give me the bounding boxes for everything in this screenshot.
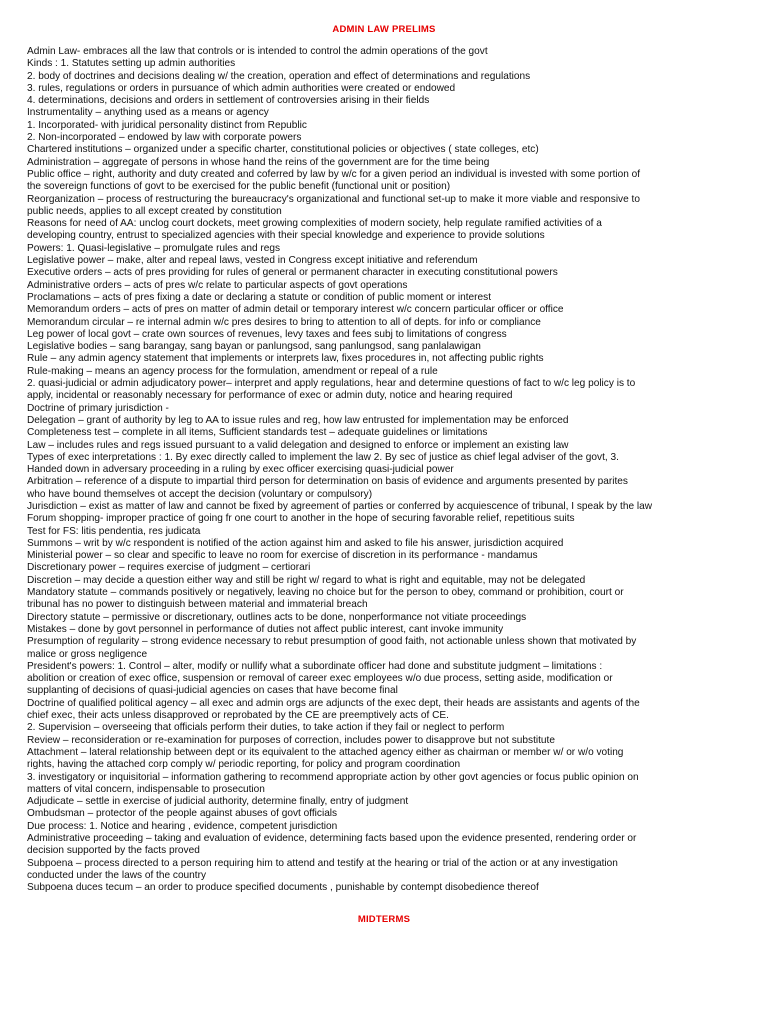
text-line: Administrative proceeding – taking and evaluation of evidence, determining facts based upon the evidence presented, rendering order or [27,833,637,844]
text-line: Completeness test – complete in all items, Sufficient standards test – adequate guidelines or limitations [27,427,488,439]
text-line: Review – reconsideration or re-examination for purposes of correction, includes power to disapprove but not substitute [27,734,555,746]
text-line: Attachment – lateral relationship between dept or its equivalent to the attached agency either as chairman or member w/ or w/o voting [27,746,624,758]
text-line: Delegation – grant of authority by leg to AA to issue rules and reg, how law entrusted for implementation may be enforced [27,414,569,426]
text-line: Powers: 1. Quasi-legislative – promulgate rules and regs [27,242,281,254]
text-line: 2. Non-incorporated – endowed by law with corporate powers [27,132,302,144]
text-line: apply, incidental or reasonably necessary for performance of exec or admin duty, notice and hearing required [27,390,513,402]
text-line: Subpoena – process directed to a person requiring him to attend and testify at the hearing or trial of the action or at any investigation [27,857,618,869]
text-line: Administrative orders – acts of pres w/c relate to particular aspects of govt operations [27,279,408,291]
text-line: Handed down in adversary proceeding in a ruling by exec officer exercising quasi-judicial power [27,464,454,476]
text-line: Reasons for need of AA: unclog court dockets, meet growing complexities of modern society, help regulate ramified activities of a [27,218,602,230]
text-line: Arbitration – reference of a dispute to impartial third person for determination on basis of evidence and arguments presented by parites [27,476,628,488]
text-line: public needs, applies to all except created by constitution [27,205,282,217]
text-line: Proclamations – acts of pres fixing a date or declaring a statute or condition of public moment or interest [27,291,491,303]
text-line: Due process: 1. Notice and hearing , evidence, competent jurisdiction [27,820,338,832]
text-line: Instrumentality – anything used as a means or agency [27,107,269,119]
text-line: Memorandum circular – re internal admin w/c pres desires to bring to attention to all of depts. for info or compliance [27,316,541,328]
document-body [27,46,743,894]
text-line: Directory statute – permissive or discretionary, outlines acts to be done, nonperformance not vitiate proceedings [27,611,527,623]
text-line: Leg power of local govt – crate own sources of revenues, levy taxes and fees subj to limitations of congress [27,328,507,340]
text-line: Legislative bodies – sang barangay, sang bayan or panlungsod, sang panlungsod, sang panlalawigan [27,341,481,353]
text-line: 2. quasi-judicial or admin adjudicatory power– interpret and apply regulations, hear and determine questions of fact to w/c leg policy is to [27,378,636,390]
text-line: Subpoena duces tecum – an order to produce specified documents , punishable by contempt disobedience thereof [27,882,539,894]
text-line: Discretion – may decide a question either way and still be right w/ regard to what is right and equitable, may not be delegated [27,574,586,586]
text-line: malice or gross negligence [27,648,148,660]
text-line: tribunal has no power to distinguish between material and immaterial breach [27,599,368,611]
text-line: Doctrine of qualified political agency – all exec and admin orgs are adjuncts of the exec dept, their heads are assistants and agents of the [27,697,640,709]
text-line: Mandatory statute – commands positively or negatively, leaving no choice but for the person to obey, command or prohibition, court or [27,587,624,599]
text-line: chief exec, their acts unless disapproved or reprobated by the CE are preemptively acts of CE. [27,710,449,722]
text-line: who have bound themselves ot accept the decision (voluntary or compulsory) [27,488,373,500]
text-line: Admin Law- embraces all the law that controls or is intended to control the admin operations of the govt [27,46,488,57]
text-line: 4. determinations, decisions and orders in settlement of controversies arising in their fields [27,95,430,107]
text-line: Test for FS: litis pendentia, res judicata [27,525,201,537]
text-line: Public office – right, authority and duty created and coferred by law by w/c for a given period an individual is invested with some portion of [27,168,641,180]
text-line: rights, having the attached corp comply w/ periodic reporting, for policy and program coordination [27,759,461,771]
text-line: Ombudsman – protector of the people against abuses of govt officials [27,808,338,820]
text-line: President's powers: 1. Control – alter, modify or nullify what a subordinate officer had done and substitute judgment – limitations : [27,660,603,672]
text-line: Ministerial power – so clear and specific to leave no room for exercise of discretion in its performance - mandamus [27,550,538,562]
text-line: supplanting of decisions of quasi-judicial agencies on cases that have become final [27,685,398,697]
text-line: 3. investigatory or inquisitorial – information gathering to recommend appropriate action by other govt agencies or focus public opinion on [27,771,639,783]
text-line: Rule – any admin agency statement that implements or interprets law, fixes procedures in, not affecting public rights [27,353,544,365]
text-line: the sovereign functions of govt to be exercised for the public benefit (functional unit or position) [27,181,451,193]
document-title: ADMIN LAW PRELIMS [332,24,436,35]
text-line: Executive orders – acts of pres providing for rules of general or permanent character in executing constitutional powers [27,267,558,279]
text-line: abolition or creation of exec office, suspension or removal of career exec employees w/o due process, setting aside, modification or [27,673,613,685]
text-line: Legislative power – make, alter and repeal laws, vested in Congress except initiative and referendum [27,255,478,267]
text-line: Types of exec interpretations : 1. By exec directly called to implement the law 2. By sec of justice as chief legal adviser of the govt, 3. [27,451,619,463]
text-line: matters of vital concern, indispensable to prosecution [27,783,265,795]
text-line: developing country, entrust to specialized agencies with their special knowledge and experience to provide solutions [27,230,545,242]
text-line: Forum shopping- improper practice of going fr one court to another in the hope of securing favorable relief, repetitious suits [27,513,575,525]
text-line: Chartered institutions – organized under a specific charter, constitutional policies or objectives ( state colleges, etc) [27,144,539,156]
text-line: conducted under the laws of the country [27,869,206,881]
section-heading-midterms: MIDTERMS [357,914,411,925]
text-line: decision supported by the facts proved [27,845,200,857]
text-line: 2. body of doctrines and decisions dealing w/ the creation, operation and effect of determinations and regulations [27,70,531,82]
text-line: Kinds : 1. Statutes setting up admin authorities [27,58,236,70]
text-line: Rule-making – means an agency process for the formulation, amendment or repeal of a rule [27,365,438,377]
text-line: 1. Incorporated- with juridical personality distinct from Republic [27,119,307,131]
text-line: Presumption of regularity – strong evidence necessary to rebut presumption of good faith, not actionable unless shown that motivated by [27,636,637,648]
text-line: Discretionary power – requires exercise of judgment – certiorari [27,562,311,574]
text-line: Jurisdiction – exist as matter of law and cannot be fixed by agreement of parties or conferred by acquiescence of tribunal, I speak by the law [27,500,653,512]
text-line: Reorganization – process of restructuring the bureaucracy's organizational and functional set-up to make it more viable and responsive to [27,193,640,205]
text-line: Administration – aggregate of persons in whose hand the reins of the government are for the time being [27,156,490,168]
text-line: Summons – writ by w/c respondent is notified of the action against him and asked to file his answer, jurisdiction acquired [27,537,564,549]
text-line: Mistakes – done by govt personnel in performance of duties not affect public interest, cant invoke immunity [27,623,504,635]
text-line: Adjudicate – settle in exercise of judicial authority, determine finally, entry of judgment [27,796,409,808]
text-line: Law – includes rules and regs issued pursuant to a valid delegation and designed to enforce or implement an existing law [27,439,569,451]
text-line: 2. Supervision – overseeing that officials perform their duties, to take action if they fail or neglect to perform [27,722,505,734]
text-line: Doctrine of primary jurisdiction - [27,402,169,414]
text-line: Memorandum orders – acts of pres on matter of admin detail or temporary interest w/c concern particular officer or office [27,304,564,316]
text-line: 3. rules, regulations or orders in pursuance of which admin authorities were created or endowed [27,82,456,94]
